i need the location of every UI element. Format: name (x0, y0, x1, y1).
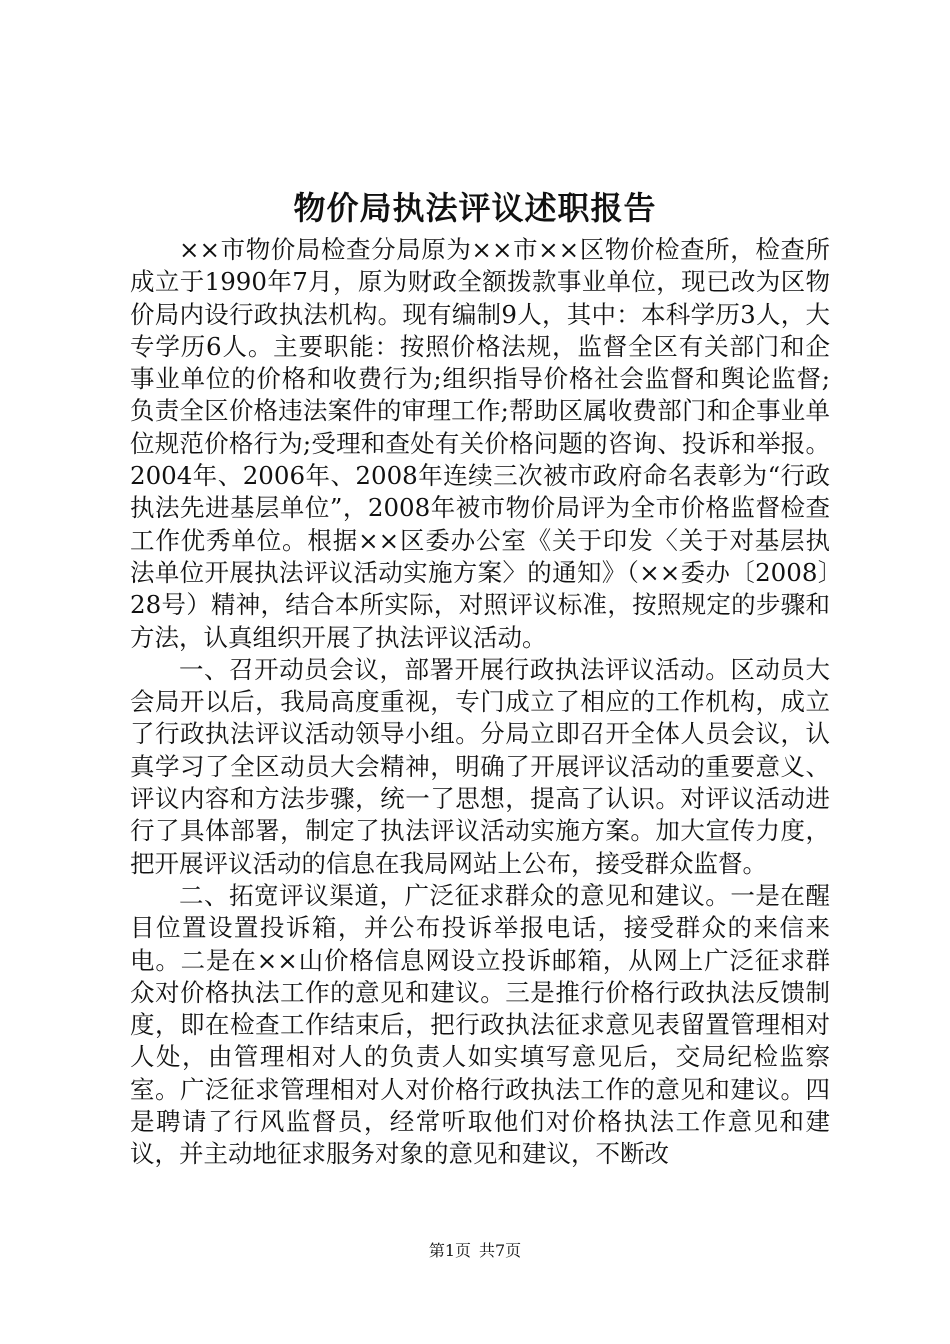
document-title: 物价局执法评议述职报告 (293, 189, 657, 227)
page-total: 共7页 (479, 1241, 522, 1260)
paragraph-section-1: 一、召开动员会议，部署开展行政执法评议活动。区动员大会局开以后，我局高度重视，专门成立了相应的工作机构，成立了行政执法评议活动领导小组。分局立即召开全体人员会议，认真学习了全区动员大会精神，明确了开展评议活动的重要意义、评议内容和方法步骤，统一了思想，提高了认识。对评议活动进行了具体部署，制定了执法评议活动实施方案。加大宣传力度，把开展评议活动的信息在我局网站上公布，接受群众监督。 (130, 654, 830, 878)
document-body (130, 234, 830, 1171)
page-footer (0, 1240, 950, 1262)
paragraph-intro: ××市物价局检查分局原为××市××区物价检查所，检查所成立于1990年7月，原为财政全额拨款事业单位，现已改为区物价局内设行政执法机构。现有编制9人，其中：本科学历3人，大专学历6人。主要职能：按照价格法规，监督全区有关部门和企事业单位的价格和收费行为;组织指导价格社会监督和舆论监督;负责全区价格违法案件的审理工作;帮助区属收费部门和企事业单位规范价格行为;受理和查处有关价格问题的咨询、投诉和举报。2004年、2006年、2008年连续三次被市政府命名表彰为“行政执法先进基层单位”，2008年被市物价局评为全市价格监督检查工作优秀单位。根据××区委办公室《关于印发〈关于对基层执法单位开展执法评议活动实施方案〉的通知》（××委办〔2008〕28号）精神，结合本所实际，对照评议标准，按照规定的步骤和方法，认真组织开展了执法评议活动。 (130, 235, 830, 652)
paragraph-section-2: 二、拓宽评议渠道，广泛征求群众的意见和建议。一是在醒目位置设置投诉箱，并公布投诉举报电话，接受群众的来信来电。二是在××山价格信息网设立投诉邮箱，从网上广泛征求群众对价格执法工作的意见和建议。三是推行价格行政执法反馈制度，即在检查工作结束后，把行政执法征求意见表留置管理相对人处，由管理相对人的负责人如实填写意见后，交局纪检监察室。广泛征求管理相对人对价格行政执法工作的意见和建议。四是聘请了行风监督员，经常听取他们对价格执法工作意见和建议，并主动地征求服务对象的意见和建议，不断改 (130, 880, 830, 1169)
page-number: 第1页 (428, 1241, 471, 1260)
